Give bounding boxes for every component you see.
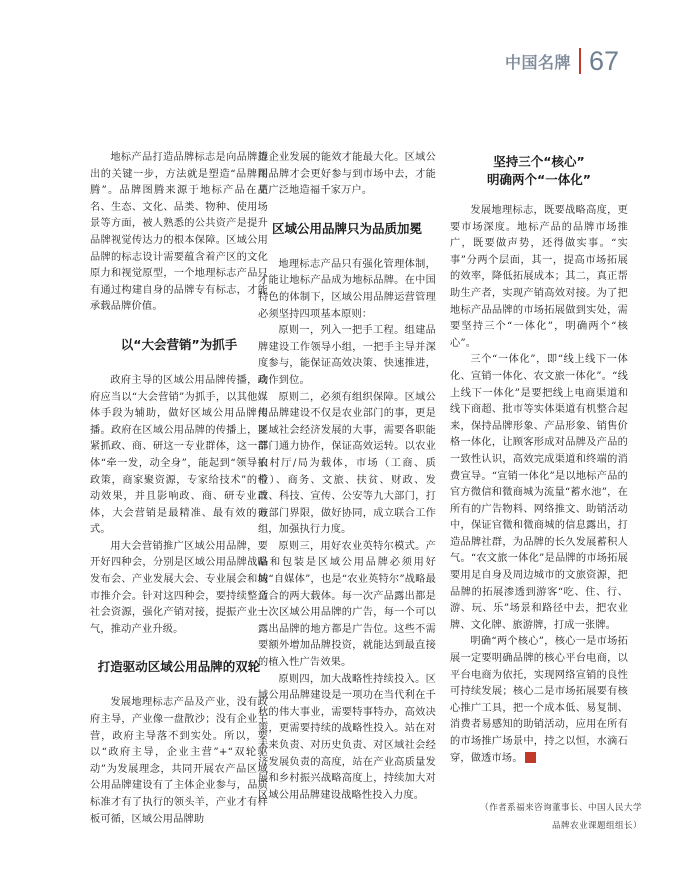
paragraph-text: 明确“两个核心”，核心一是市场拓展一定要明确品牌的核心平台电商，以平台电商为依托，实现网络宣销的良性可持续发展；核心二是市场拓展要有核心推广工具，把一个成本低、易复制、消费者易感知的助销活动，应用在所有的市场推广场景中，持之以恒，水滴石穿，做透市场。 <box>450 636 628 764</box>
masthead <box>505 47 619 75</box>
paragraph: 地标产品打造品牌标志是向品牌迈出的关键一步，方法就是塑造“品牌图腾”。品牌图腾来源于地标产品在品名、生态、文化、品类、物种、使用场景等方面，被人熟悉的公共资产是提升品牌视觉传达力的根本保障。区域公用品牌的标志设计需要蕴含着产区的文化原力和视觉原型，一个地理标志产品只有通过构建自身的品牌专有标志，才能承载品牌价值。 <box>90 152 268 313</box>
author-note-line: 品牌农业课题组组长） <box>552 820 642 831</box>
author-note <box>450 800 642 835</box>
section-heading: 打造驱动区域公用品牌的双轮 <box>97 659 261 675</box>
author-note-line: （作者系福来咨询董事长、中国人民大学 <box>480 803 642 813</box>
paragraph: 三个“一体化”，即“线上线下一体化、宣销一体化、农文旅一体化”。“线上线下一体化”是要把线上电商渠道和线下商超、批市等实体渠道有机整合起来，保持品牌形象、产品形象、销售价格一体化，让顾客形成对品牌及产品的一致性认识，高效完成渠道和终端的消费宣导。“宣销一体化”是以地标产品的官方微信和微商城为流量“蓄水池”，在所有的广告物料、网络推文、助销活动中，保证官微和微商城的信息露出，打造品牌社群，为品牌的长久发展蓄积人气。“农文旅一体化”是品牌的市场拓展要用足自身及周边城市的文旅资源，把品牌的拓展渗透到游客“吃、住、行、游、玩、乐”场景和路径中去，把农业牌、文化牌、旅游牌，打成一张牌。 <box>450 354 628 631</box>
paragraph: 地理标志产品只有强化管理体制，才能让地标产品成为地标品牌。在中国特色的体制下，区域公用品牌运营管理必须坚持四项基本原则： <box>258 258 436 320</box>
heading-line: 坚持三个“核心” <box>493 154 585 169</box>
paragraph: 原则四，加大战略性持续投入。区域公用品牌建设是一项功在当代利在千秋的伟大事业，需要特事特办，高效决策，更需要持续的战略性投入。站在对未来负责、对历史负责、对区域社会经济发展负责的高度，站在产业高质量发展和乡村振兴战略高度上，持续加大对区域公用品牌建设战略性投入力度。 <box>258 673 436 801</box>
section-heading: 以“大会营销”为抓手 <box>120 336 238 352</box>
paragraph: 用大会营销推广区域公用品牌，要开好四种会，分别是区域公用品牌战略发布会、产业发展大会、专业展会和城市推介会。针对这四种会，要持续整合社会资源，强化产销对接，提振产业士气，推动产业升级。 <box>90 540 268 635</box>
section-heading <box>450 153 628 189</box>
paragraph: 原则一，列入一把手工程。组建品牌建设工作领导小组，一把手主导并深度参与，能保证高效决策、快速推进，动作到位。 <box>258 325 436 386</box>
paragraph: 发展地理标志产品及产业，没有政府主导，产业像一盘散沙；没有企业主营，政府主导落不到实处。所以，要以“政府主导，企业主营”+“双轮驱动”为发展理念，共同开展农产品区域公用品牌建设有了主体企业参与，品质标准才有了执行的领头羊，产业才有样板可循，区域公用品牌助 <box>90 697 268 825</box>
end-mark-icon: T <box>525 752 536 763</box>
paragraph <box>450 634 628 767</box>
paragraph: 原则二，必须有组织保障。区域公用品牌建设不仅是农业部门的事，更是区域社会经济发展的大事，需要各职能部门通力协作，保证高效运转。以农业农村厅/局为载体，市场（工商、质检）、商务、文旅、扶贫、财政、发改、科技、宣传、公安等九大部门，打破部门界限，做好协同，成立联合工作组，加强执行力度。 <box>258 391 436 536</box>
section-heading: 区域公用品牌只为品质加冕 <box>271 220 422 236</box>
column-3 <box>450 153 628 767</box>
masthead-divider <box>579 48 581 74</box>
column-1 <box>90 150 268 828</box>
column-2 <box>258 150 436 804</box>
heading-line: 明确两个“一体化” <box>487 172 591 187</box>
paragraph: 推企业发展的能效才能最大化。区域公用品牌才会更好参与到市场中去，才能更广泛地造福千家万户。 <box>258 152 436 197</box>
paragraph: 原则三，用好农业英特尔模式。产品和包装是区域公用品牌必须用好的“自媒体”，也是“农业英特尔”战略最适合的两大载体。每一次产品露出都是一次区域公用品牌的广告，每一个可以露出品牌的地方都是广告位。这些不需要额外增加品牌投资，就能达到最直接的植入性广告效果。 <box>258 540 436 669</box>
magazine-brand: 中国名牌 <box>504 52 571 72</box>
paragraph: 政府主导的区域公用品牌传播，政府应当以“大会营销”为抓手，以其他媒体手段为辅助，做好区域公用品牌传播。政府在区域公用品牌的传播上，要紧抓政、商、研这一专业群体，这一群体“牵一发，动全身”，能起到“领导拍政策，商家聚资源，专家给技术”的带动效果，并且影响政、商、研专业群体，大会营销是最精准、最有效的方式。 <box>90 374 268 536</box>
page-number: 67 <box>588 45 619 76</box>
paragraph: 发展地理标志，既要战略高度，更要市场深度。地标产品的品牌市场推广，既要做声势，还得做实事。“实事”分两个层面，其一，提高市场拓展的效率，降低拓展成本；其二，真正帮助生产者，实现产销高效对接。为了把地标产品品牌的市场拓展做到实处，需要坚持三个“一体化”，明确两个“核心”。 <box>450 205 628 349</box>
